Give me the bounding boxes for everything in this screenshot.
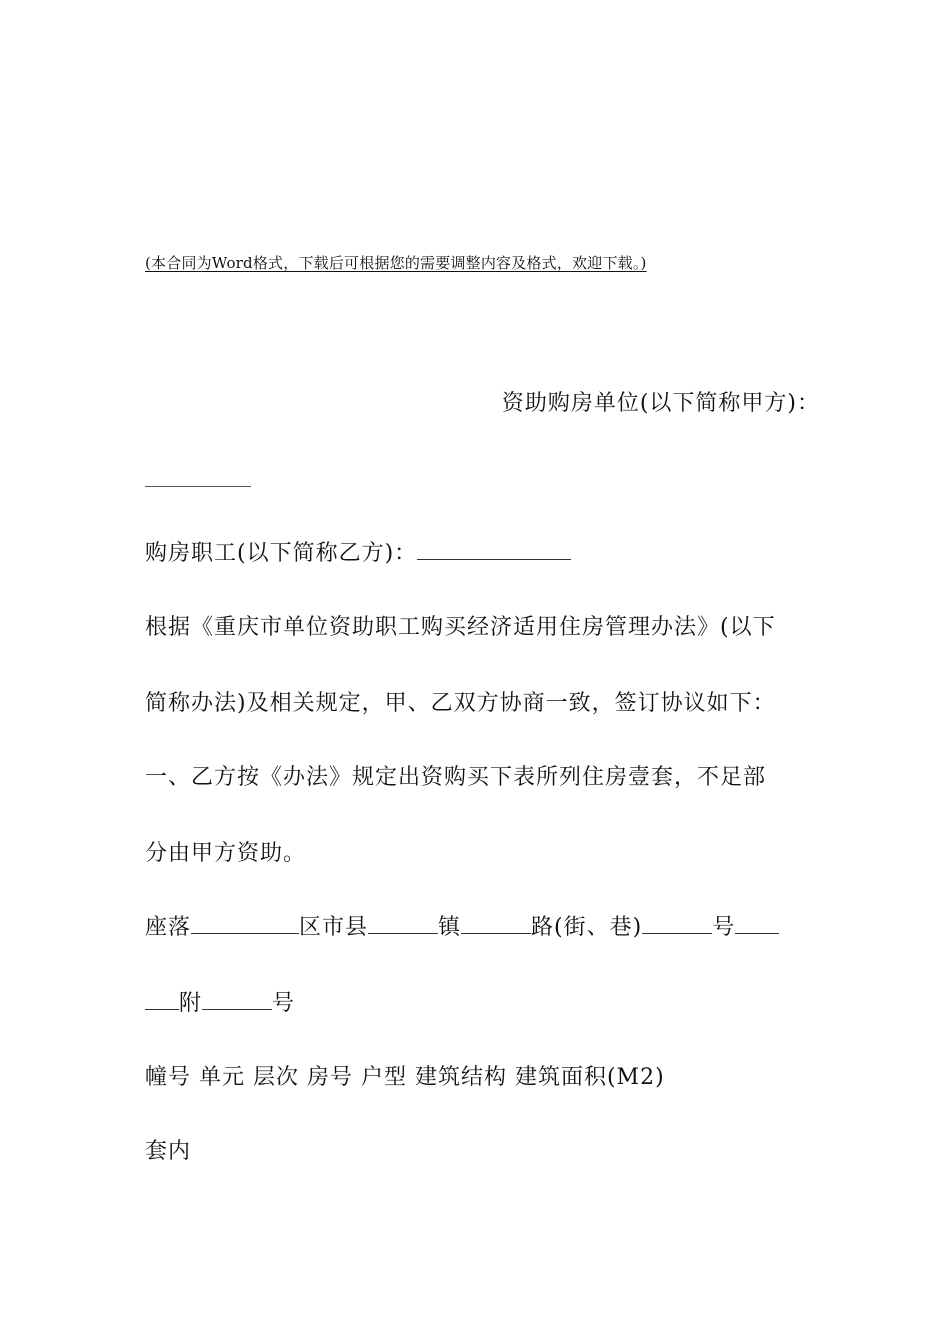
location-seg-6: 附	[179, 991, 203, 1016]
paragraph-1-line-2: 简称办法)及相关规定，甲、乙双方协商一致，签订协议如下：	[145, 691, 776, 716]
location-seg-3: 镇	[438, 915, 462, 940]
table-header-row: 幢号 单元 层次 房号 户型 建筑结构 建筑面积(M2)	[145, 1065, 665, 1090]
party-b-blank	[417, 537, 571, 560]
clause-1-line-2: 分由甲方资助。	[145, 841, 307, 866]
format-note: (本合同为Word格式，下载后可根据您的需要调整内容及格式，欢迎下载。)	[145, 254, 647, 272]
clause-1-line-1: 一、乙方按《办法》规定出资购买下表所列住房壹套，不足部	[145, 765, 767, 790]
location-seg-5: 号	[712, 915, 736, 940]
location-line-2	[145, 986, 295, 1017]
paragraph-1-line-1: 根据《重庆市单位资助职工购买经济适用住房管理办法》(以下	[145, 615, 776, 640]
number-tail-blank	[735, 911, 779, 934]
location-seg-2: 区市县	[299, 915, 369, 940]
party-b-line	[145, 536, 571, 567]
location-seg-7: 号	[272, 991, 296, 1016]
location-line-1	[145, 910, 779, 941]
party-a-blank	[145, 466, 251, 487]
party-a-label: 资助购房单位(以下简称甲方)：	[501, 391, 820, 416]
location-seg-1: 座落	[145, 915, 192, 940]
town-blank	[368, 911, 438, 934]
location-seg-4: 路(街、巷)	[531, 915, 643, 940]
table-sub-header: 套内	[145, 1139, 192, 1164]
sub-number-lead-blank	[145, 987, 179, 1010]
sub-number-blank	[202, 987, 272, 1010]
party-b-label: 购房职工(以下简称乙方)：	[145, 541, 418, 566]
district-blank	[191, 911, 299, 934]
number-blank	[642, 911, 712, 934]
road-blank	[461, 911, 531, 934]
